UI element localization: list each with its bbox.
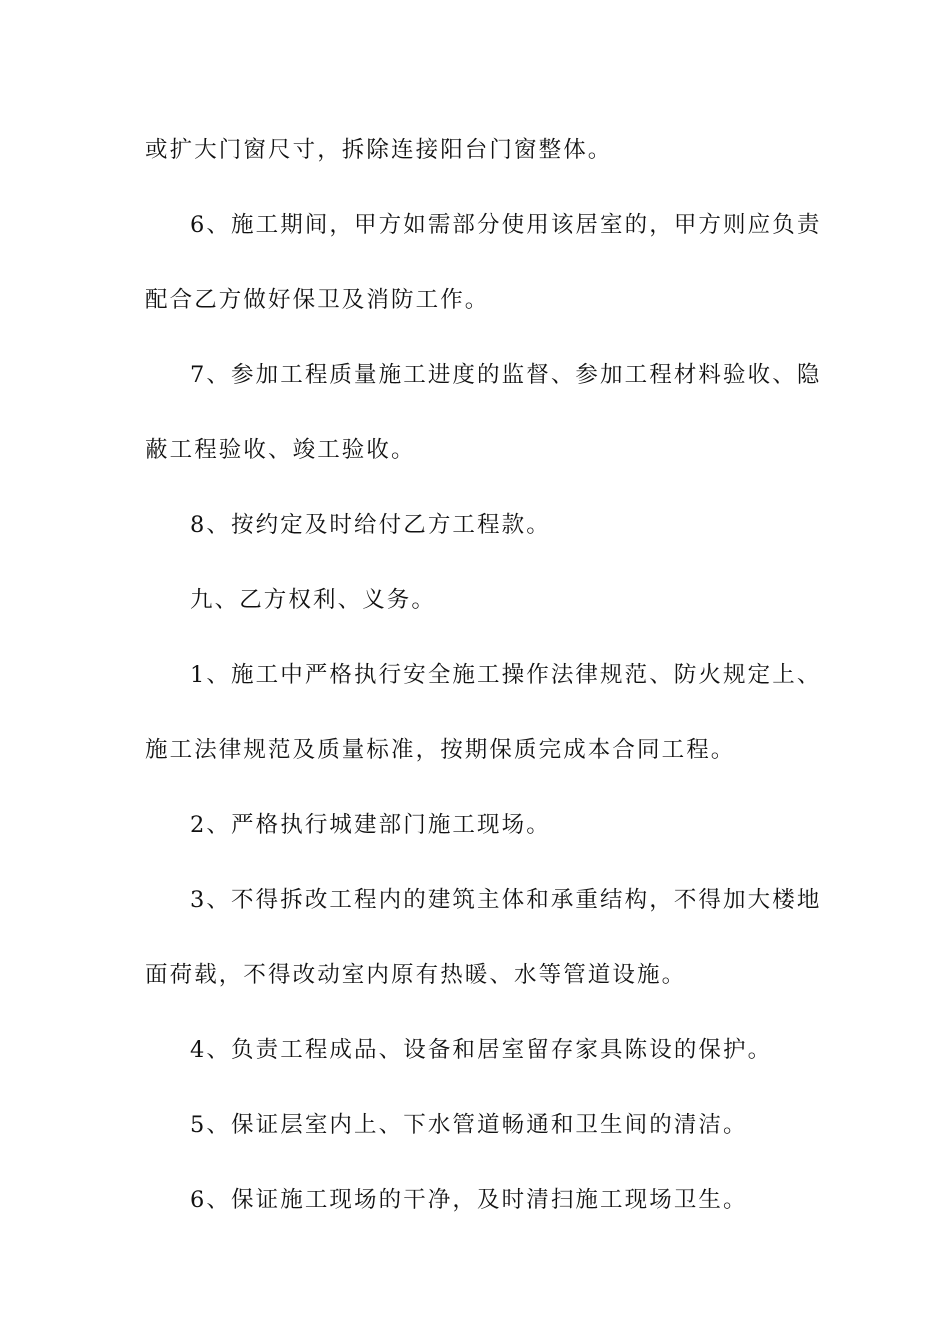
text-line-11: 3、不得拆改工程内的建筑主体和承重结构，不得加大楼地 [190, 887, 822, 913]
text-line-6: 8、按约定及时给付乙方工程款。 [190, 512, 551, 538]
text-line-10: 2、严格执行城建部门施工现场。 [190, 812, 551, 838]
text-line-12: 面荷载，不得改动室内原有热暖、水等管道设施。 [145, 962, 687, 988]
text-line-5: 蔽工程验收、竣工验收。 [145, 437, 416, 463]
text-line-2: 6、施工期间，甲方如需部分使用该居室的，甲方则应负责 [190, 212, 822, 238]
text-line-9: 施工法律规范及质量标准，按期保质完成本合同工程。 [145, 737, 736, 763]
text-line-13: 4、负责工程成品、设备和居室留存家具陈设的保护。 [190, 1037, 773, 1063]
text-line-1: 或扩大门窗尺寸，拆除连接阳台门窗整体。 [145, 137, 613, 163]
text-line-3: 配合乙方做好保卫及消防工作。 [145, 287, 490, 313]
text-line-8: 1、施工中严格执行安全施工操作法律规范、防火规定上、 [190, 662, 822, 688]
text-line-15: 6、保证施工现场的干净，及时清扫施工现场卫生。 [190, 1187, 748, 1213]
text-line-4: 7、参加工程质量施工进度的监督、参加工程材料验收、隐 [190, 362, 822, 388]
text-line-14: 5、保证层室内上、下水管道畅通和卫生间的清洁。 [190, 1112, 748, 1138]
section-heading: 九、乙方权利、义务。 [190, 587, 437, 613]
